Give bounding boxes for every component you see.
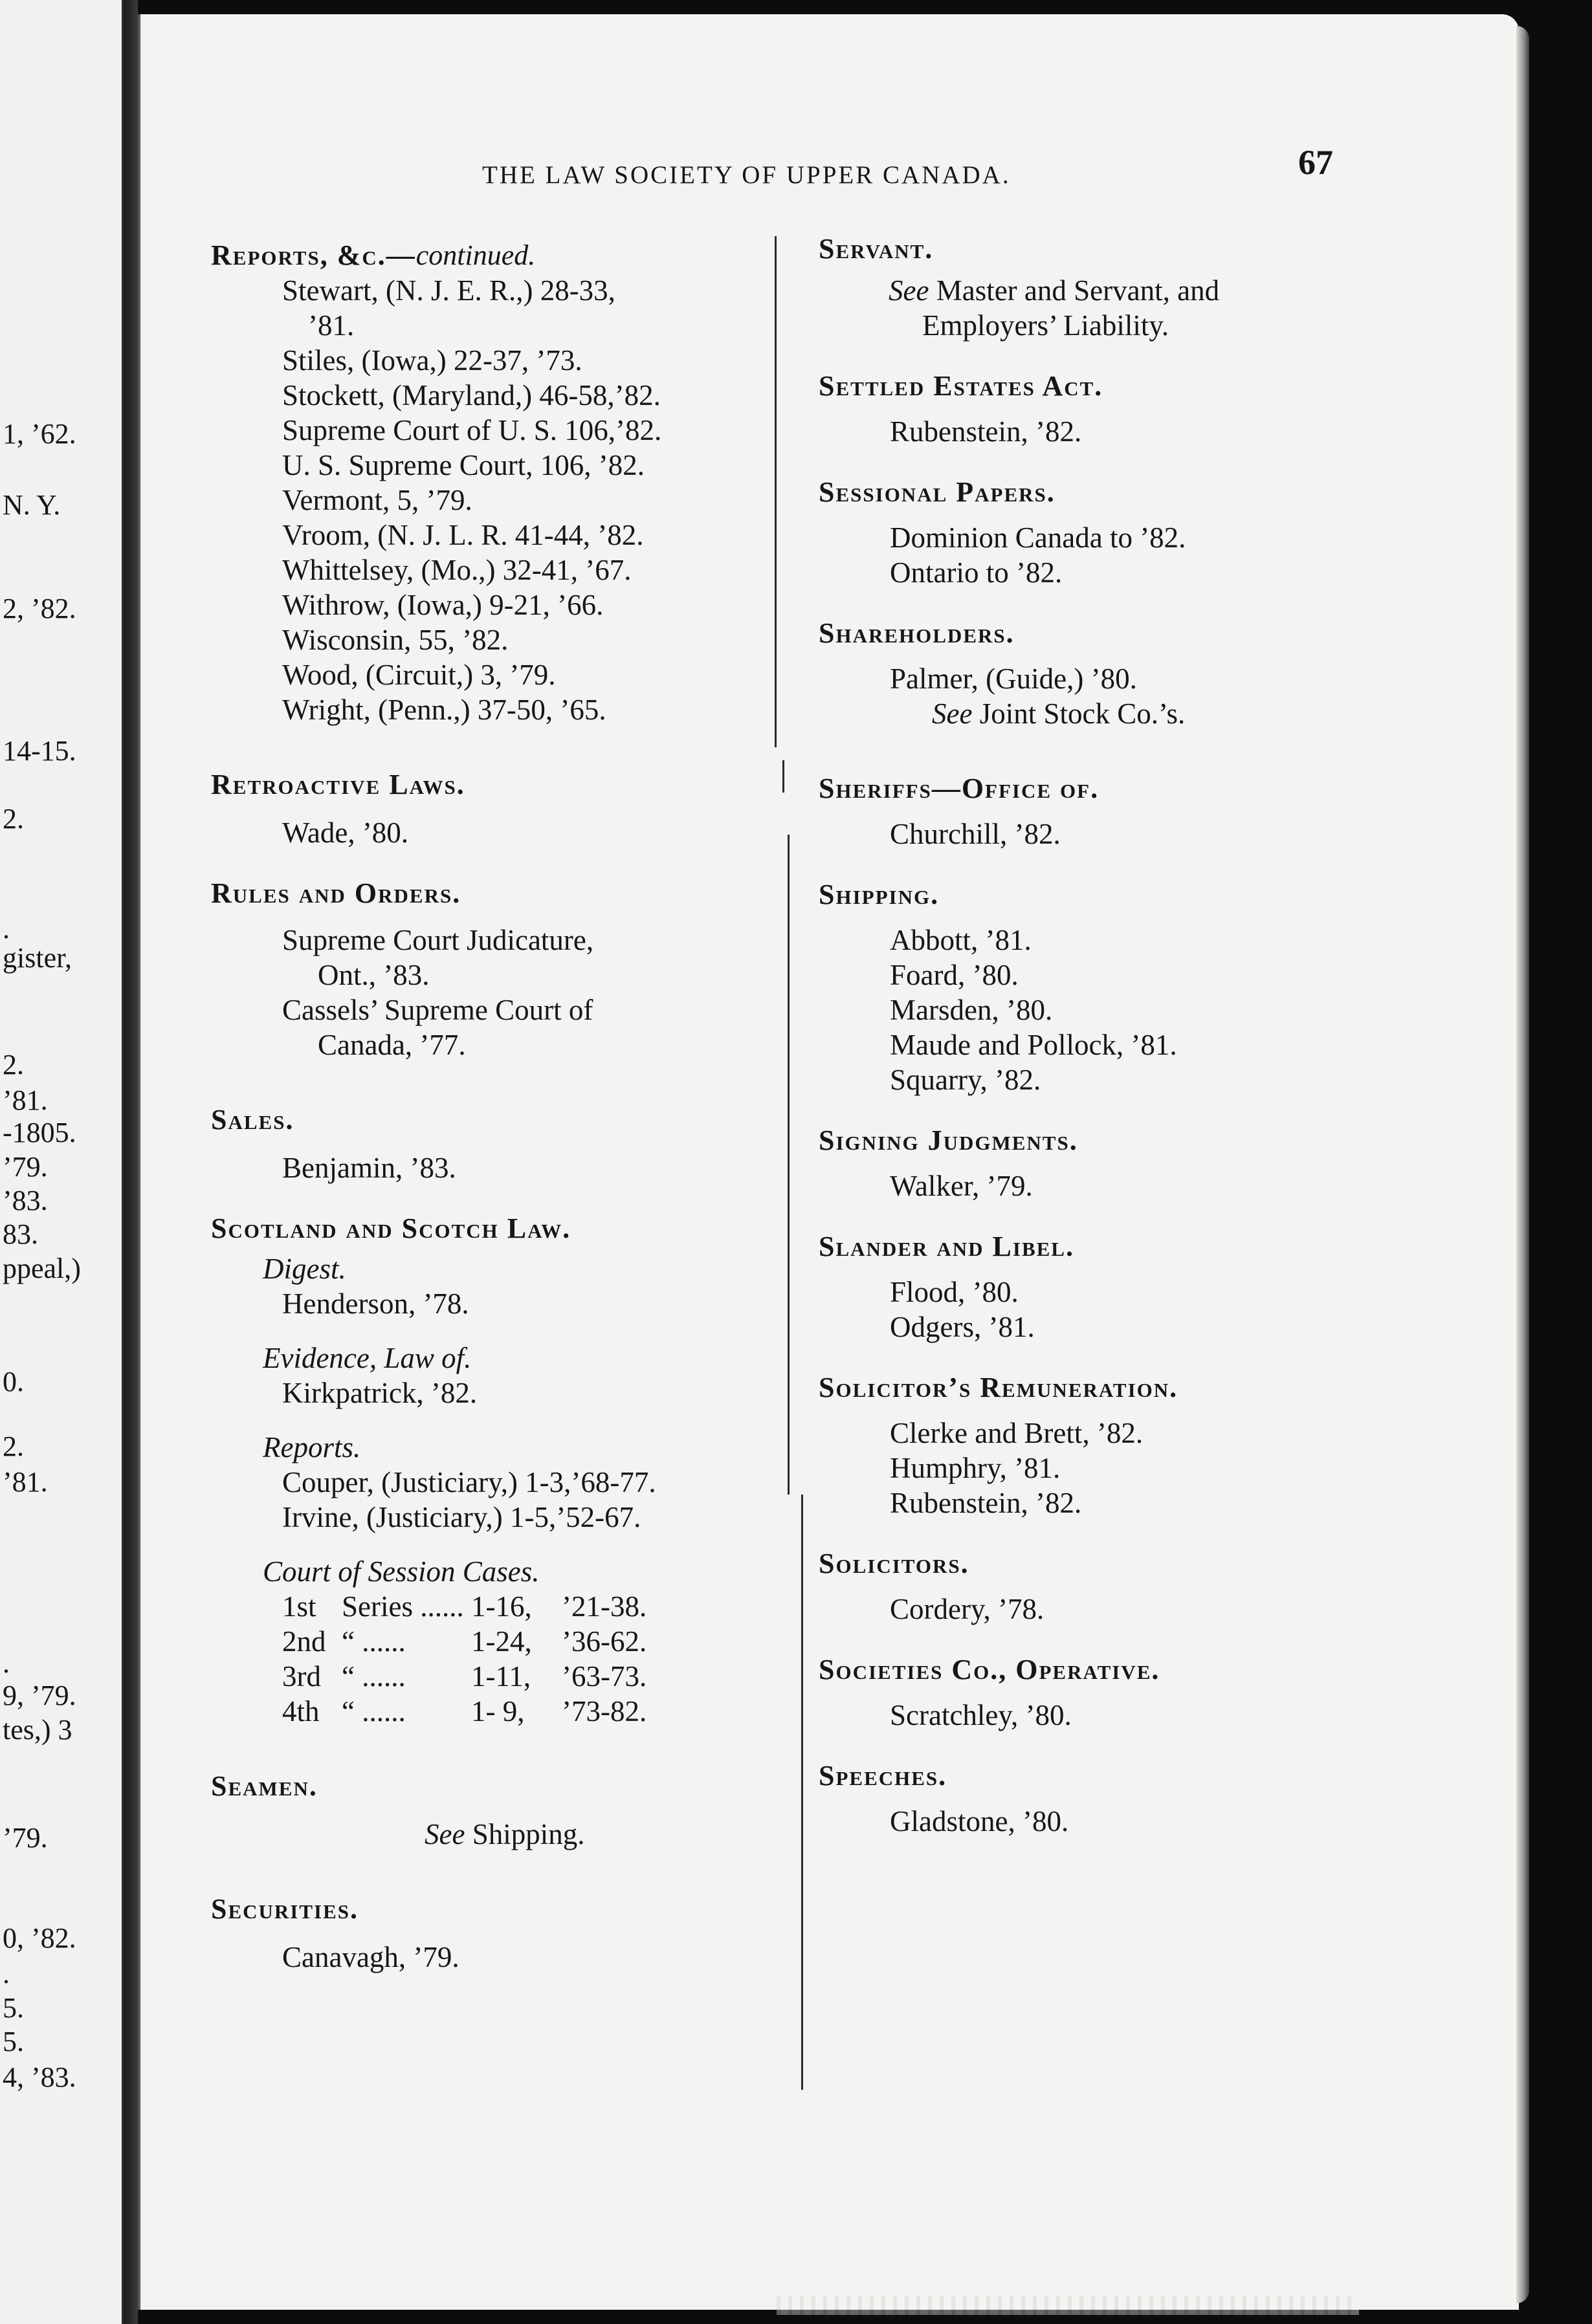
- sessional-entries: [819, 510, 1375, 590]
- cross-reference: See Master and Servant, and: [889, 274, 1220, 307]
- facing-page-fragment: 0.: [3, 1366, 24, 1398]
- section-heading-settled-estates: Settled Estates Act.: [819, 370, 1103, 402]
- facing-page-fragment: 2.: [3, 1431, 24, 1462]
- list-item: Rubenstein, ’82.: [890, 415, 1082, 448]
- table-row: 3rd “ ...... 1-11, ’63-73.: [282, 1660, 647, 1693]
- section-heading-sheriffs: Sheriffs—Office of.: [819, 773, 1100, 804]
- list-item: U. S. Supreme Court, 106, ’82.: [282, 449, 645, 481]
- scan-noise: [777, 2296, 1359, 2315]
- list-item: Walker, ’79.: [890, 1170, 1033, 1202]
- list-item: Clerke and Brett, ’82.: [890, 1417, 1144, 1449]
- slander-entries: [819, 1264, 1375, 1344]
- cross-reference: See Shipping.: [425, 1818, 585, 1850]
- column-rule: [788, 835, 790, 1495]
- book-gutter: [124, 0, 138, 2324]
- list-item: Flood, ’80.: [890, 1276, 1019, 1308]
- section-heading-reports: Reports, &c.—continued.: [211, 239, 536, 271]
- list-item: Squarry, ’82.: [890, 1064, 1041, 1096]
- page-number: 67: [1298, 143, 1333, 182]
- subheading-evidence: Evidence, Law of.: [263, 1342, 472, 1374]
- facing-page-fragment: .: [3, 1647, 10, 1679]
- list-item: Kirkpatrick, ’82.: [282, 1377, 478, 1409]
- facing-page-fragment: .: [3, 1958, 10, 1990]
- facing-page-fragment: 14-15.: [3, 735, 76, 767]
- list-item: Supreme Court Judicature,: [282, 924, 594, 956]
- section-heading-shareholders: Shareholders.: [819, 617, 1015, 649]
- list-item: Vermont, 5, ’79.: [282, 484, 472, 516]
- section-heading-sales: Sales.: [211, 1104, 294, 1135]
- facing-page-fragment: tes,) 3: [3, 1714, 72, 1746]
- facing-page-fragment: 0, ’82.: [3, 1922, 76, 1954]
- list-item: Ont., ’83.: [318, 959, 430, 991]
- facing-page-fragment: ’79.: [3, 1822, 48, 1854]
- list-item: Palmer, (Guide,) ’80.: [890, 663, 1137, 695]
- column-rule: [801, 1495, 803, 2090]
- subheading-reports: Reports.: [263, 1431, 361, 1463]
- list-item: Canada, ’77.: [318, 1029, 466, 1061]
- list-item: Henderson, ’78.: [282, 1288, 469, 1320]
- facing-page-fragment: ppeal,): [3, 1253, 81, 1284]
- list-item: Churchill, ’82.: [890, 818, 1061, 850]
- section-heading-shipping: Shipping.: [819, 879, 940, 910]
- facing-page-fragment: .: [3, 913, 10, 945]
- list-item: Couper, (Justiciary,) 1-3,’68-77.: [282, 1466, 656, 1498]
- list-item: Wisconsin, 55, ’82.: [282, 624, 509, 656]
- section-heading-servant: Servant.: [819, 233, 934, 265]
- facing-page-fragment: ’83.: [3, 1185, 48, 1216]
- remuneration-entries: [819, 1405, 1375, 1520]
- subheading-digest: Digest.: [263, 1253, 346, 1285]
- list-item: ’81.: [308, 309, 355, 342]
- section-heading-slander: Slander and Libel.: [819, 1231, 1074, 1262]
- list-item: Stewart, (N. J. E. R.,) 28-33,: [282, 274, 615, 307]
- table-row: 2nd “ ...... 1-24, ’36-62.: [282, 1625, 647, 1658]
- list-item: Vroom, (N. J. L. R. 41-44, ’82.: [282, 519, 644, 551]
- section-heading-securities: Securities.: [211, 1893, 359, 1925]
- page-fore-edge: [1516, 26, 1529, 2303]
- section-heading-scotland: Scotland and Scotch Law.: [211, 1212, 571, 1244]
- list-item: Wright, (Penn.,) 37-50, ’65.: [282, 694, 606, 726]
- session-table: [211, 1589, 780, 1729]
- section-heading-seamen: Seamen.: [211, 1770, 318, 1802]
- list-item: Odgers, ’81.: [890, 1311, 1035, 1343]
- facing-page-fragment: 5.: [3, 2026, 24, 2057]
- facing-page-fragment: ’81.: [3, 1466, 48, 1498]
- list-item: Canavagh, ’79.: [282, 1941, 459, 1973]
- facing-page-fragment: N. Y.: [3, 489, 61, 521]
- list-item: Whittelsey, (Mo.,) 32-41, ’67.: [282, 554, 632, 586]
- section-heading-signing-judgments: Signing Judgments.: [819, 1124, 1078, 1156]
- cross-reference: See Joint Stock Co.’s.: [932, 697, 1186, 730]
- facing-page-edge: [0, 0, 124, 2324]
- list-item: Cordery, ’78.: [890, 1593, 1045, 1625]
- facing-page-fragment: 2.: [3, 1049, 24, 1080]
- list-item: Irvine, (Justiciary,) 1-5,’52-67.: [282, 1501, 641, 1533]
- left-column: [211, 238, 780, 1975]
- facing-page-fragment: 83.: [3, 1218, 38, 1250]
- list-item: Wade, ’80.: [282, 817, 409, 849]
- reports-entries: [211, 273, 780, 727]
- facing-page-fragment: ’81.: [3, 1084, 48, 1116]
- cross-reference-continued: Employers’ Liability.: [922, 309, 1169, 342]
- list-item: Foard, ’80.: [890, 959, 1019, 991]
- shipping-entries: [819, 912, 1375, 1097]
- list-item: Abbott, ’81.: [890, 924, 1032, 956]
- right-column: [819, 232, 1375, 1839]
- facing-page-fragment: 1, ’62.: [3, 418, 76, 450]
- section-heading-rules: Rules and Orders.: [211, 877, 461, 909]
- column-rule: [782, 760, 784, 793]
- table-row: 4th “ ...... 1- 9, ’73-82.: [282, 1695, 647, 1727]
- list-item: Withrow, (Iowa,) 9-21, ’66.: [282, 589, 604, 621]
- facing-page-fragment: 5.: [3, 1992, 24, 2024]
- facing-page-fragment: 9, ’79.: [3, 1680, 76, 1711]
- scot-reports-entries: [211, 1465, 780, 1535]
- facing-page-fragment: -1805.: [3, 1117, 76, 1148]
- section-heading-solicitors: Solicitors.: [819, 1548, 969, 1579]
- facing-page-fragment: 2, ’82.: [3, 593, 76, 624]
- facing-page-fragment: 2.: [3, 803, 24, 835]
- list-item: Marsden, ’80.: [890, 994, 1053, 1026]
- list-item: Cassels’ Supreme Court of: [282, 994, 593, 1026]
- list-item: Maude and Pollock, ’81.: [890, 1029, 1177, 1061]
- section-heading-retroactive: Retroactive Laws.: [211, 769, 465, 800]
- table-row: 1st Series ...... 1-16, ’21-38.: [282, 1590, 647, 1623]
- list-item: Stiles, (Iowa,) 22-37, ’73.: [282, 344, 582, 377]
- list-item: Humphry, ’81.: [890, 1452, 1061, 1484]
- list-item: Supreme Court of U. S. 106,’82.: [282, 414, 662, 446]
- list-item: Gladstone, ’80.: [890, 1805, 1069, 1837]
- section-heading-remuneration: Solicitor’s Remuneration.: [819, 1372, 1178, 1403]
- section-heading-sessional-papers: Sessional Papers.: [819, 476, 1056, 508]
- section-heading-speeches: Speeches.: [819, 1760, 947, 1792]
- list-item: Dominion Canada to ’82.: [890, 521, 1186, 554]
- list-item: Ontario to ’82.: [890, 556, 1063, 589]
- list-item: Wood, (Circuit,) 3, ’79.: [282, 659, 556, 691]
- rules-entries: [211, 911, 780, 1062]
- subheading-court-of-session: Court of Session Cases.: [263, 1555, 540, 1588]
- list-item: Rubenstein, ’82.: [890, 1487, 1082, 1519]
- facing-page-fragment: 4, ’83.: [3, 2061, 76, 2093]
- facing-page-fragment: ’79.: [3, 1151, 48, 1183]
- section-heading-societies: Societies Co., Operative.: [819, 1654, 1160, 1685]
- list-item: Stockett, (Maryland,) 46-58,’82.: [282, 379, 661, 411]
- list-item: Scratchley, ’80.: [890, 1699, 1072, 1731]
- facing-page-fragment: gister,: [3, 942, 72, 974]
- running-head: THE LAW SOCIETY OF UPPER CANADA.: [482, 161, 1011, 189]
- list-item: Benjamin, ’83.: [282, 1152, 456, 1184]
